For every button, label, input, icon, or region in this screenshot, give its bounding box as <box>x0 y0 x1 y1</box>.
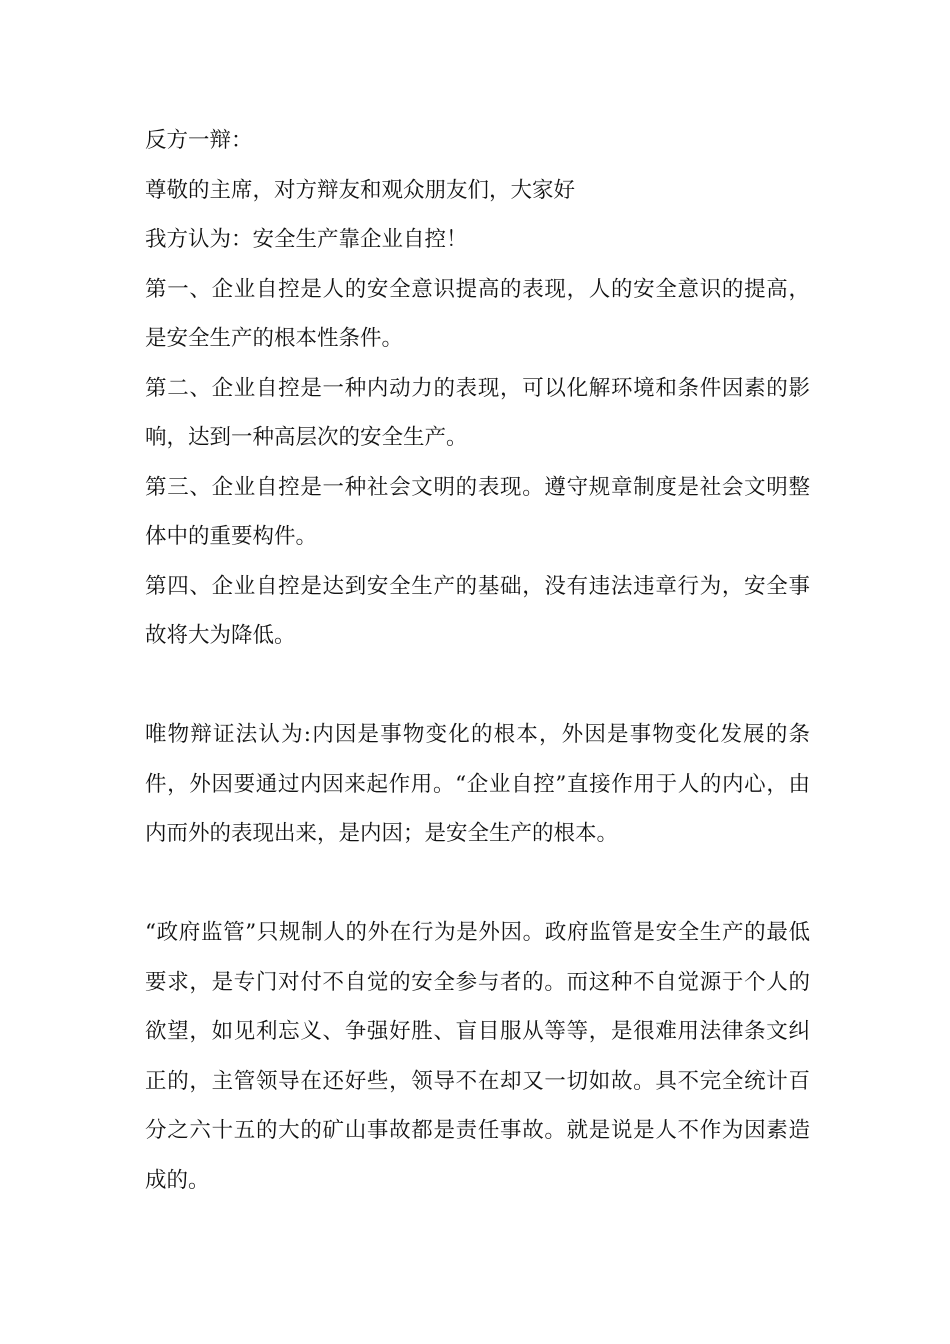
point-3: 第三、企业自控是一种社会文明的表现。遵守规章制度是社会文明整体中的重要构件。 <box>145 474 810 549</box>
speaker-heading: 反方一辩： <box>145 128 253 153</box>
paragraph-spacer <box>145 661 810 711</box>
paragraph-spacer <box>145 859 810 909</box>
point-1: 第一、企业自控是人的安全意识提高的表现，人的安全意识的提高，是安全生产的根本性条件。 <box>145 276 810 351</box>
argument-internal-cause: 唯物辩证法认为:内因是事物变化的根本，外因是事物变化发展的条件，外因要通过内因来起作用。“企业自控”直接作用于人的内心，由内而外的表现出来，是内因；是安全生产的根本。 <box>145 722 810 846</box>
position-statement: 我方认为：安全生产靠企业自控！ <box>145 227 468 252</box>
point-2: 第二、企业自控是一种内动力的表现，可以化解环境和条件因素的影响，达到一种高层次的安全生产。 <box>145 375 810 450</box>
document-body <box>145 116 810 1205</box>
argument-external-cause: “政府监管”只规制人的外在行为是外因。政府监管是安全生产的最低要求，是专门对付不自觉的安全参与者的。而这种不自觉源于个人的欲望，如见利忘义、争强好胜、盲目服从等等，是很难用法律条文纠正的，主管领导在还好些，领导不在却又一切如故。具不完全统计百分之六十五的大的矿山事故都是责任事故。就是说是人不作为因素造成的。 <box>145 920 810 1193</box>
point-4: 第四、企业自控是达到安全生产的基础，没有违法违章行为，安全事故将大为降低。 <box>145 573 810 648</box>
greeting-line: 尊敬的主席，对方辩友和观众朋友们，大家好 <box>145 177 576 203</box>
